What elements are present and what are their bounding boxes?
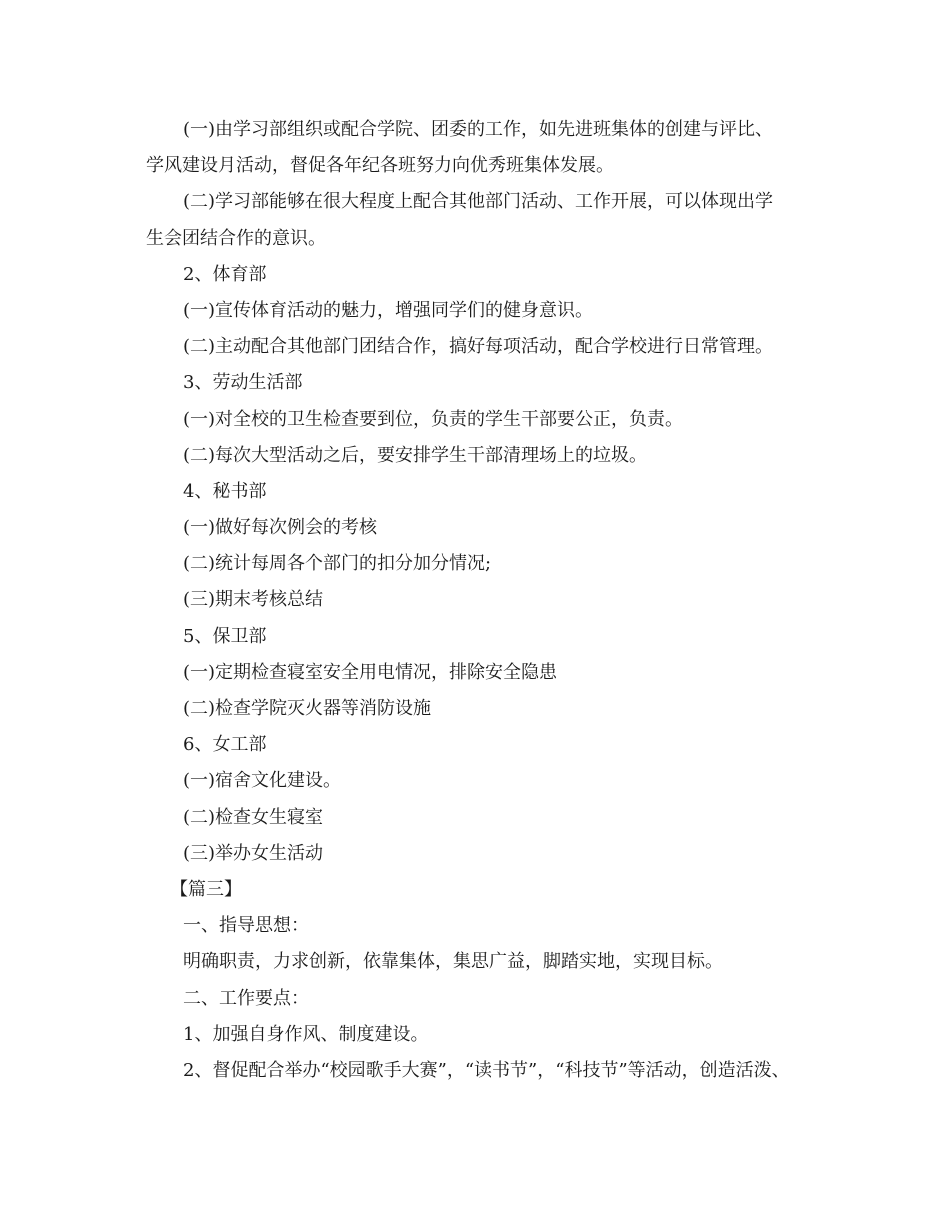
- list-item: (二)检查学院灭火器等消防设施: [183, 698, 432, 719]
- paragraph-line-2: 学风建设月活动，督促各年纪各班努力向优秀班集体发展。: [146, 155, 614, 177]
- list-item: (三)举办女生活动: [183, 842, 324, 864]
- paragraph-line-3: (二)学习部能够在很大程度上配合其他部门活动、工作开展，可以体现出学: [183, 191, 774, 213]
- list-item: (二)主动配合其他部门团结合作，搞好每项活动，配合学校进行日常管理。: [183, 336, 774, 358]
- list-item: 2、督促配合举办“校园歌手大赛”，“读书节”，“科技节”等活动，创造活泼、: [183, 1059, 790, 1081]
- list-item: (一)做好每次例会的考核: [183, 517, 378, 539]
- list-item: 1、加强自身作风、制度建设。: [183, 1023, 429, 1045]
- list-item: (二)每次大型活动之后，要安排学生干部清理场上的垃圾。: [183, 444, 648, 466]
- list-item: (二)检查女生寝室: [183, 806, 324, 828]
- document-body: [146, 112, 806, 1089]
- list-item: (一)宿舍文化建设。: [183, 770, 342, 792]
- section-heading-labor: 3、劳动生活部: [183, 372, 303, 394]
- paragraph-line-1: (一)由学习部组织或配合学院、团委的工作，如先进班集体的创建与评比、: [183, 119, 774, 140]
- section-heading-guiding-thought: 一、指导思想：: [183, 915, 309, 937]
- section-heading-security: 5、保卫部: [183, 625, 267, 647]
- section-heading-sports: 2、体育部: [183, 263, 267, 285]
- section-heading-work-points: 二、工作要点：: [183, 987, 309, 1009]
- section-heading-secretary: 4、秘书部: [183, 480, 267, 502]
- paragraph-line: 明确职责，力求创新，依靠集体，集思广益，脚踏实地，实现目标。: [183, 951, 723, 973]
- list-item: (二)统计每周各个部门的扣分加分情况;: [183, 553, 492, 575]
- list-item: (一)定期检查寝室安全用电情况，排除安全隐患: [183, 661, 558, 683]
- list-item: (三)期末考核总结: [183, 589, 324, 611]
- list-item: (一)宣传体育活动的魅力，增强同学们的健身意识。: [183, 299, 594, 321]
- chapter-heading: 【篇三】: [170, 878, 242, 900]
- list-item: (一)对全校的卫生检查要到位，负责的学生干部要公正，负责。: [183, 408, 684, 430]
- section-heading-women: 6、女工部: [183, 734, 267, 756]
- paragraph-line-4: 生会团结合作的意识。: [146, 227, 326, 249]
